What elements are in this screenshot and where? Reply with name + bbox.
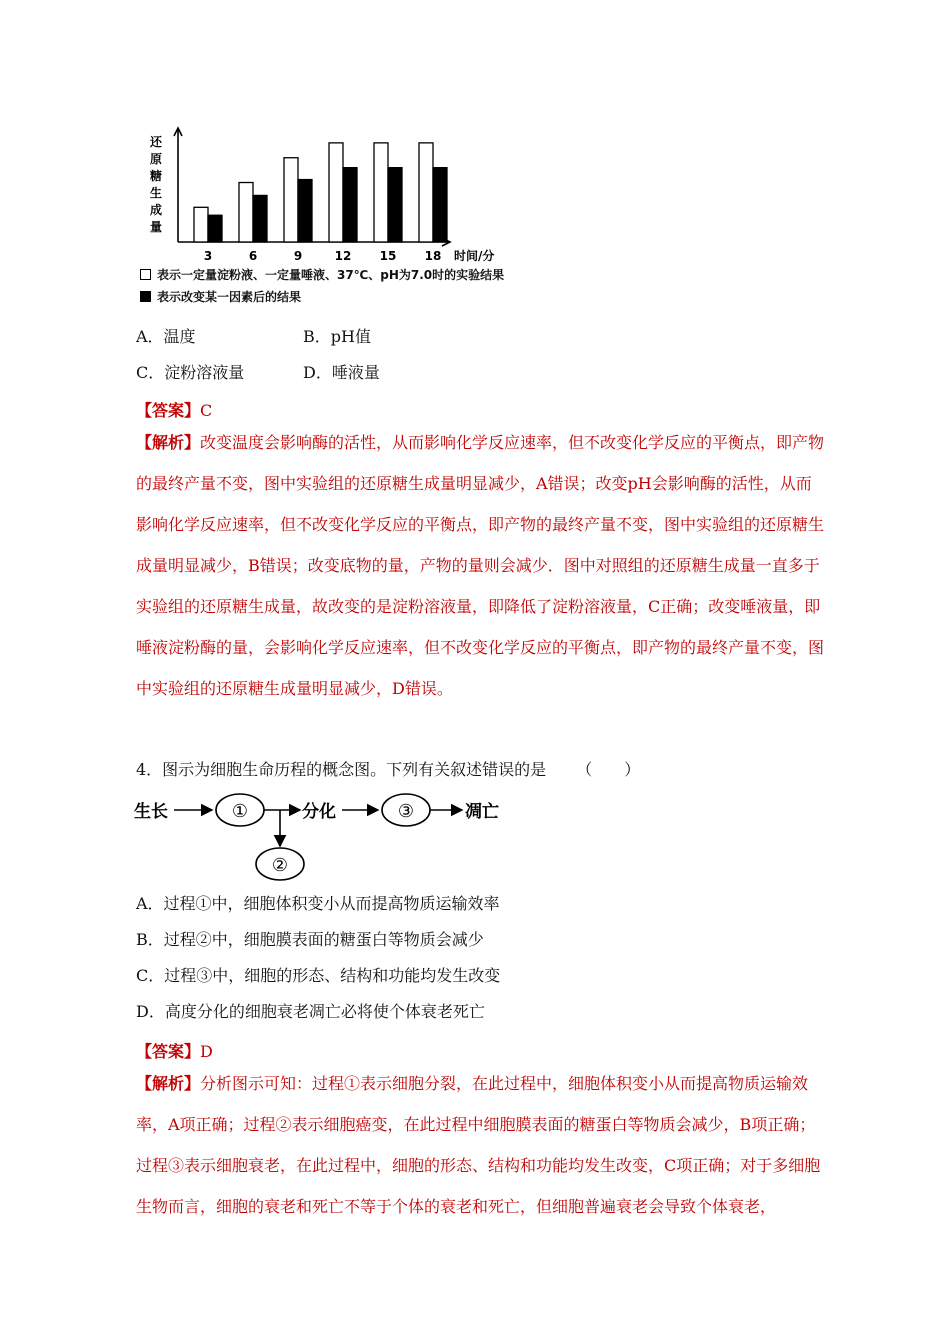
q3-option-b: B．pH值 (303, 327, 371, 346)
x-axis-label: 时间/分 (454, 249, 495, 263)
q4-answer (136, 1039, 213, 1062)
y-axis-label-char: 量 (149, 220, 163, 234)
bar-control (329, 143, 343, 242)
q3-option-c: C．淀粉溶液量 (136, 363, 245, 382)
q4-analysis-text: 分析图示可知：过程①表示细胞分裂，在此过程中，细胞体积变小从而提高物质运输效率，A项正确；过程②表示细胞癌变，在此过程中细胞膜表面的糖蛋白等物质会减少，B项正确；过程③表示细胞衰老，在此过程中，细胞的形态、结构和功能均发生改变，C项正确；对于多细胞生物而言，细胞的衰老和死亡不等于个体的衰老和死亡，但细胞普遍衰老会导致个体衰老， (136, 1074, 821, 1216)
q4-option-c: C．过程③中，细胞的形态、结构和功能均发生改变 (136, 966, 501, 985)
q4-analysis (136, 1063, 826, 1227)
node-1-label: ① (231, 801, 249, 822)
diagram-label-growth: 生长 (134, 802, 168, 822)
legend-item-changed (140, 288, 301, 305)
x-tick-label: 9 (293, 249, 303, 263)
q4-answer-paren: （ ） (576, 760, 641, 779)
q4-option-a: A．过程①中，细胞体积变小从而提高物质运输效率 (136, 894, 500, 913)
legend-open-box-icon (140, 269, 151, 280)
life-process-diagram (130, 788, 530, 888)
q3-analysis-text: 改变温度会影响酶的活性，从而影响化学反应速率，但不改变化学反应的平衡点，即产物的最终产量不变，图中实验组的还原糖生成量明显减少，A错误；改变pH会影响酶的活性，从而影响化学反应速率，但不改变化学反应的平衡点，即产物的最终产量不变，图中实验组的还原糖生成量明显减少，B错误；改变底物的量，产物的量则会减少．图中对照组的还原糖生成量一直多于实验组的还原糖生成量，故改变的是淀粉溶液量，即降低了淀粉溶液量，C正确；改变唾液量，即唾液淀粉酶的量，会影响化学反应速率，但不改变化学反应的平衡点，即产物的最终产量不变，图中实验组的还原糖生成量明显减少，D错误。 (136, 433, 825, 698)
node-2-label: ② (271, 855, 289, 876)
q3-analysis-tag: 【解析】 (136, 433, 201, 452)
q3-analysis (136, 422, 826, 709)
legend-label-changed: 表示改变某一因素后的结果 (157, 290, 302, 304)
bar-changed (388, 168, 402, 242)
x-tick-label: 15 (379, 249, 397, 263)
q4-option-d: D．高度分化的细胞衰老凋亡必将使个体衰老死亡 (136, 1002, 485, 1021)
q4-stem (136, 760, 640, 780)
bar-changed (343, 168, 357, 242)
q4-stem-text: 4．图示为细胞生命历程的概念图。下列有关叙述错误的是 (136, 760, 547, 779)
bar-control (239, 183, 253, 242)
x-tick-label: 18 (424, 249, 442, 263)
y-axis-label-char: 还 (149, 135, 163, 149)
q3-answer-tag: 【答案】 (136, 401, 201, 420)
x-tick-label: 6 (248, 249, 258, 263)
legend-item-control (140, 266, 504, 283)
bar-control (374, 143, 388, 242)
bar-changed (298, 180, 312, 242)
legend-filled-box-icon (140, 291, 151, 302)
x-tick-label: 12 (334, 249, 352, 263)
bar-chart (140, 122, 620, 312)
bar-changed (433, 168, 447, 242)
legend-label-control: 表示一定量淀粉液、一定量唾液、37℃、pH为7.0时的实验结果 (157, 268, 505, 282)
q3-answer-value: C (200, 401, 213, 420)
q3-option-a: A．温度 (136, 327, 196, 346)
q3-option-d: D．唾液量 (303, 363, 380, 382)
bar-control (419, 143, 433, 242)
q4-option-b: B．过程②中，细胞膜表面的糖蛋白等物质会减少 (136, 930, 484, 949)
q4-answer-tag: 【答案】 (136, 1042, 201, 1061)
diagram-label-apoptosis: 凋亡 (465, 802, 499, 822)
y-axis-label-char: 糖 (149, 169, 163, 183)
q4-analysis-tag: 【解析】 (136, 1074, 201, 1093)
y-axis-label-char: 生 (149, 186, 163, 200)
bar-control (284, 158, 298, 242)
q4-answer-value: D (200, 1042, 213, 1061)
bar-changed (253, 195, 267, 242)
diagram-label-differentiation: 分化 (302, 802, 336, 822)
node-3-label: ③ (397, 801, 415, 822)
bar-changed (208, 215, 222, 242)
q3-answer (136, 398, 212, 421)
x-tick-label: 3 (203, 249, 213, 263)
diagram-svg (130, 788, 530, 888)
chart-svg (140, 122, 620, 312)
y-axis-label-char: 成 (149, 203, 163, 217)
bar-control (194, 207, 208, 242)
y-axis-label-char: 原 (149, 152, 163, 166)
